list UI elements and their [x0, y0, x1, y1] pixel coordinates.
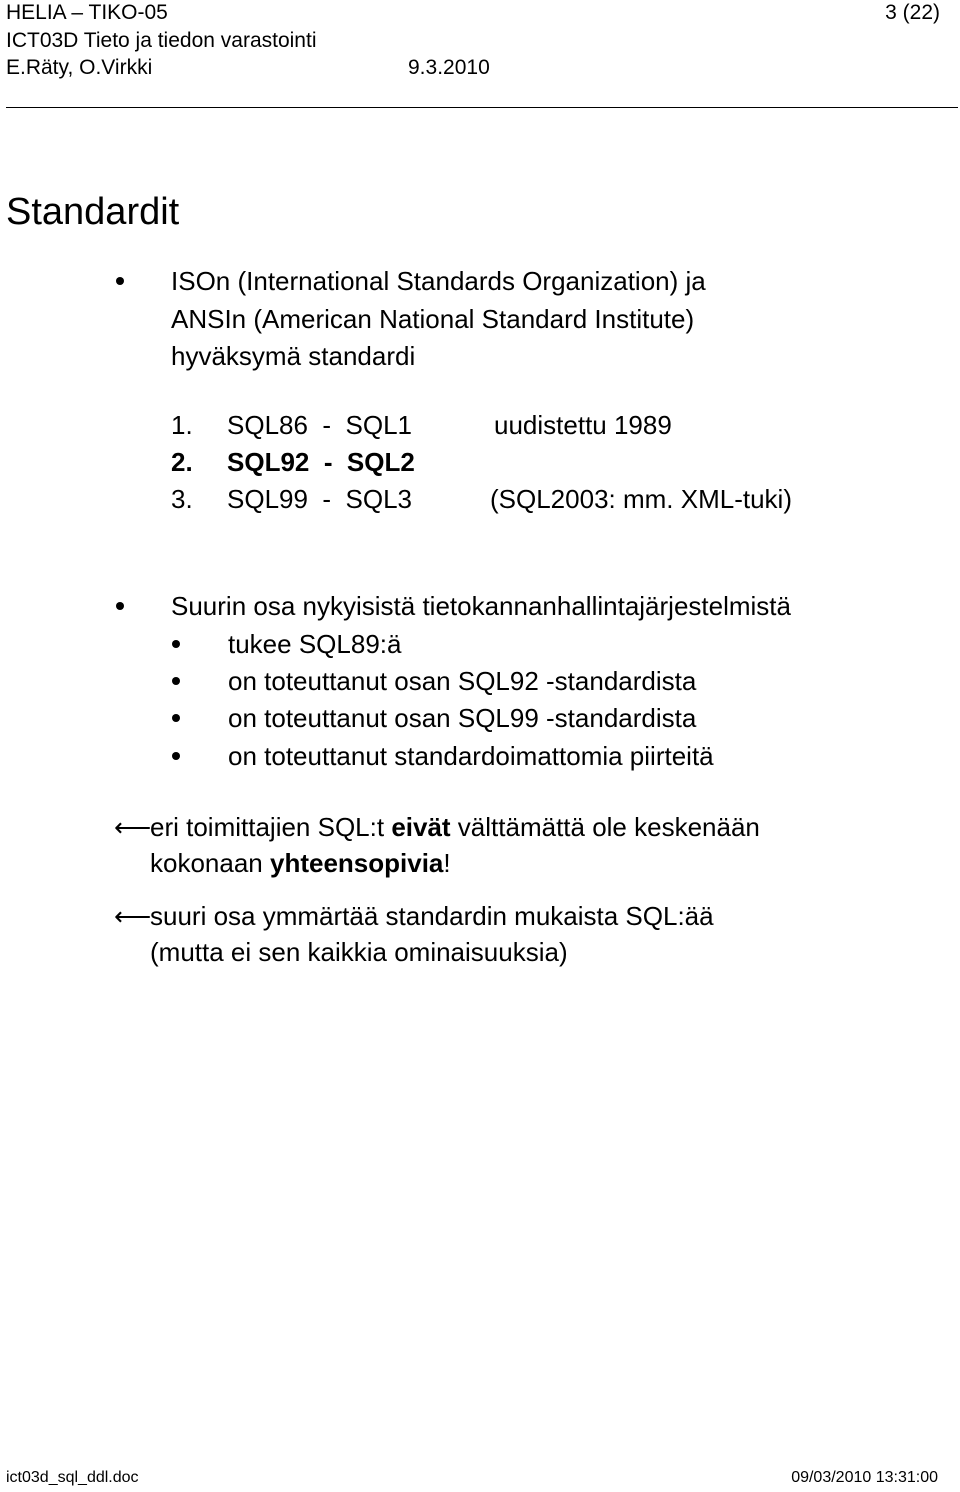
version-num-1: 1. — [171, 410, 193, 440]
page-number: 3 (22) — [885, 1, 940, 24]
note-1-line-2: kokonaan yhteensopivia! — [150, 848, 451, 878]
left-arrow-icon: ⟵ — [114, 901, 152, 931]
version-name-2: SQL92 - SQL2 — [227, 447, 415, 477]
version-num-3: 3. — [171, 484, 193, 514]
version-num-2: 2. — [171, 447, 193, 477]
intro-line-2: ANSIn (American National Standard Institute) — [171, 304, 695, 334]
support-item-1: tukee SQL89:ä — [228, 629, 402, 659]
header-course: ICT03D Tieto ja tiedon varastointi — [6, 29, 317, 52]
bullet-icon — [172, 640, 180, 648]
header-authors: E.Räty, O.Virkki — [6, 56, 153, 79]
bullet-icon — [116, 602, 124, 610]
intro-line-1: ISOn (International Standards Organization) ja — [171, 266, 706, 296]
note-2-line-2: (mutta ei sen kaikkia ominaisuuksia) — [150, 937, 568, 967]
version-note-1: uudistettu 1989 — [494, 410, 672, 440]
version-name-3: SQL99 - SQL3 — [227, 484, 412, 514]
note-2-line-1: suuri osa ymmärtää standardin mukaista SQL:ää — [150, 901, 714, 931]
support-item-2: on toteuttanut osan SQL92 -standardista — [228, 666, 697, 696]
version-note-3: (SQL2003: mm. XML-tuki) — [490, 484, 792, 514]
footer-filename: ict03d_sql_ddl.doc — [6, 1469, 139, 1486]
note-1-line-1: eri toimittajien SQL:t eivät välttämättä ole keskenään — [150, 812, 760, 842]
footer-timestamp: 09/03/2010 13:31:00 — [791, 1469, 938, 1486]
header-date: 9.3.2010 — [408, 56, 490, 79]
page-title: Standardit — [6, 191, 180, 233]
bullet-icon — [172, 752, 180, 760]
header-rule — [6, 107, 958, 108]
bullet-icon — [172, 677, 180, 685]
bullet-icon — [172, 714, 180, 722]
left-arrow-icon: ⟵ — [114, 812, 152, 842]
bullet-icon — [116, 277, 124, 285]
support-lead: Suurin osa nykyisistä tietokannanhallintajärjestelmistä — [171, 591, 791, 621]
support-item-4: on toteuttanut standardoimattomia piirteitä — [228, 741, 714, 771]
header-org: HELIA – TIKO-05 — [6, 1, 168, 24]
support-item-3: on toteuttanut osan SQL99 -standardista — [228, 703, 697, 733]
version-name-1: SQL86 - SQL1 — [227, 410, 412, 440]
intro-line-3: hyväksymä standardi — [171, 341, 416, 371]
